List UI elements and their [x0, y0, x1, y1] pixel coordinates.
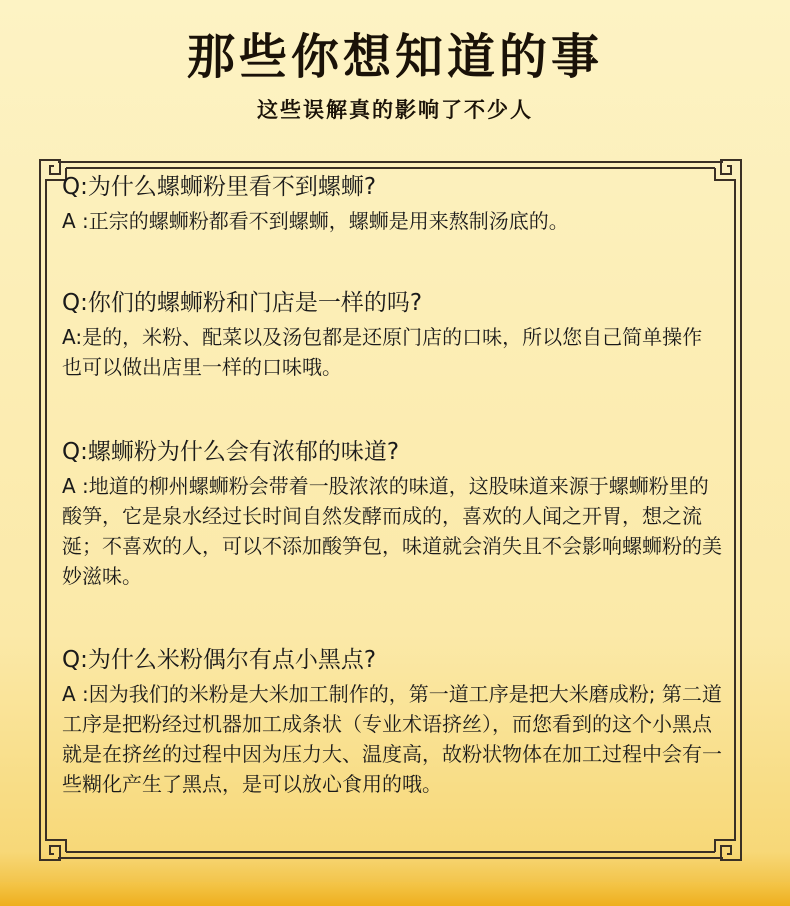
answer-text: A:是的，米粉、配菜以及汤包都是还原门店的口味，所以您自己简单操作也可以做出店里一样的口味哦。 — [62, 325, 703, 379]
question-text: Q:你们的螺蛳粉和门店是一样的吗? — [62, 290, 423, 316]
qa-item — [62, 437, 722, 591]
page-subtitle: 这些误解真的影响了不少人 — [257, 97, 533, 122]
answer-text: A :正宗的螺蛳粉都看不到螺蛳，螺蛳是用来熬制汤底的。 — [62, 209, 569, 233]
question-text: Q:螺蛳粉为什么会有浓郁的味道? — [62, 439, 400, 465]
answer-text: A :地道的柳州螺蛳粉会带着一股浓浓的味道，这股味道来源于螺蛳粉里的酸笋，它是泉水经过长时间自然发酵而成的，喜欢的人闻之开胃，想之流涎；不喜欢的人，可以不添加酸笋包，味道就会消失且不会影响螺蛳粉的美妙滋味。 — [62, 474, 722, 588]
qa-item — [62, 172, 722, 236]
bottom-band — [0, 882, 790, 906]
page-title: 那些你想知道的事 — [186, 29, 603, 85]
question-text: Q:为什么螺蛳粉里看不到螺蛳? — [62, 174, 377, 200]
question-text: Q:为什么米粉偶尔有点小黑点? — [62, 647, 377, 673]
answer-text: A :因为我们的米粉是大米加工制作的，第一道工序是把大米磨成粉; 第二道工序是把粉经过机器加工成条状（专业术语挤丝），而您看到的这个小黑点就是在挤丝的过程中因为压力大、温度高，故粉状物体在加工过程中会有一些糊化产生了黑点，是可以放心食用的哦。 — [62, 682, 722, 796]
qa-item — [62, 645, 722, 799]
qa-item — [62, 288, 722, 382]
